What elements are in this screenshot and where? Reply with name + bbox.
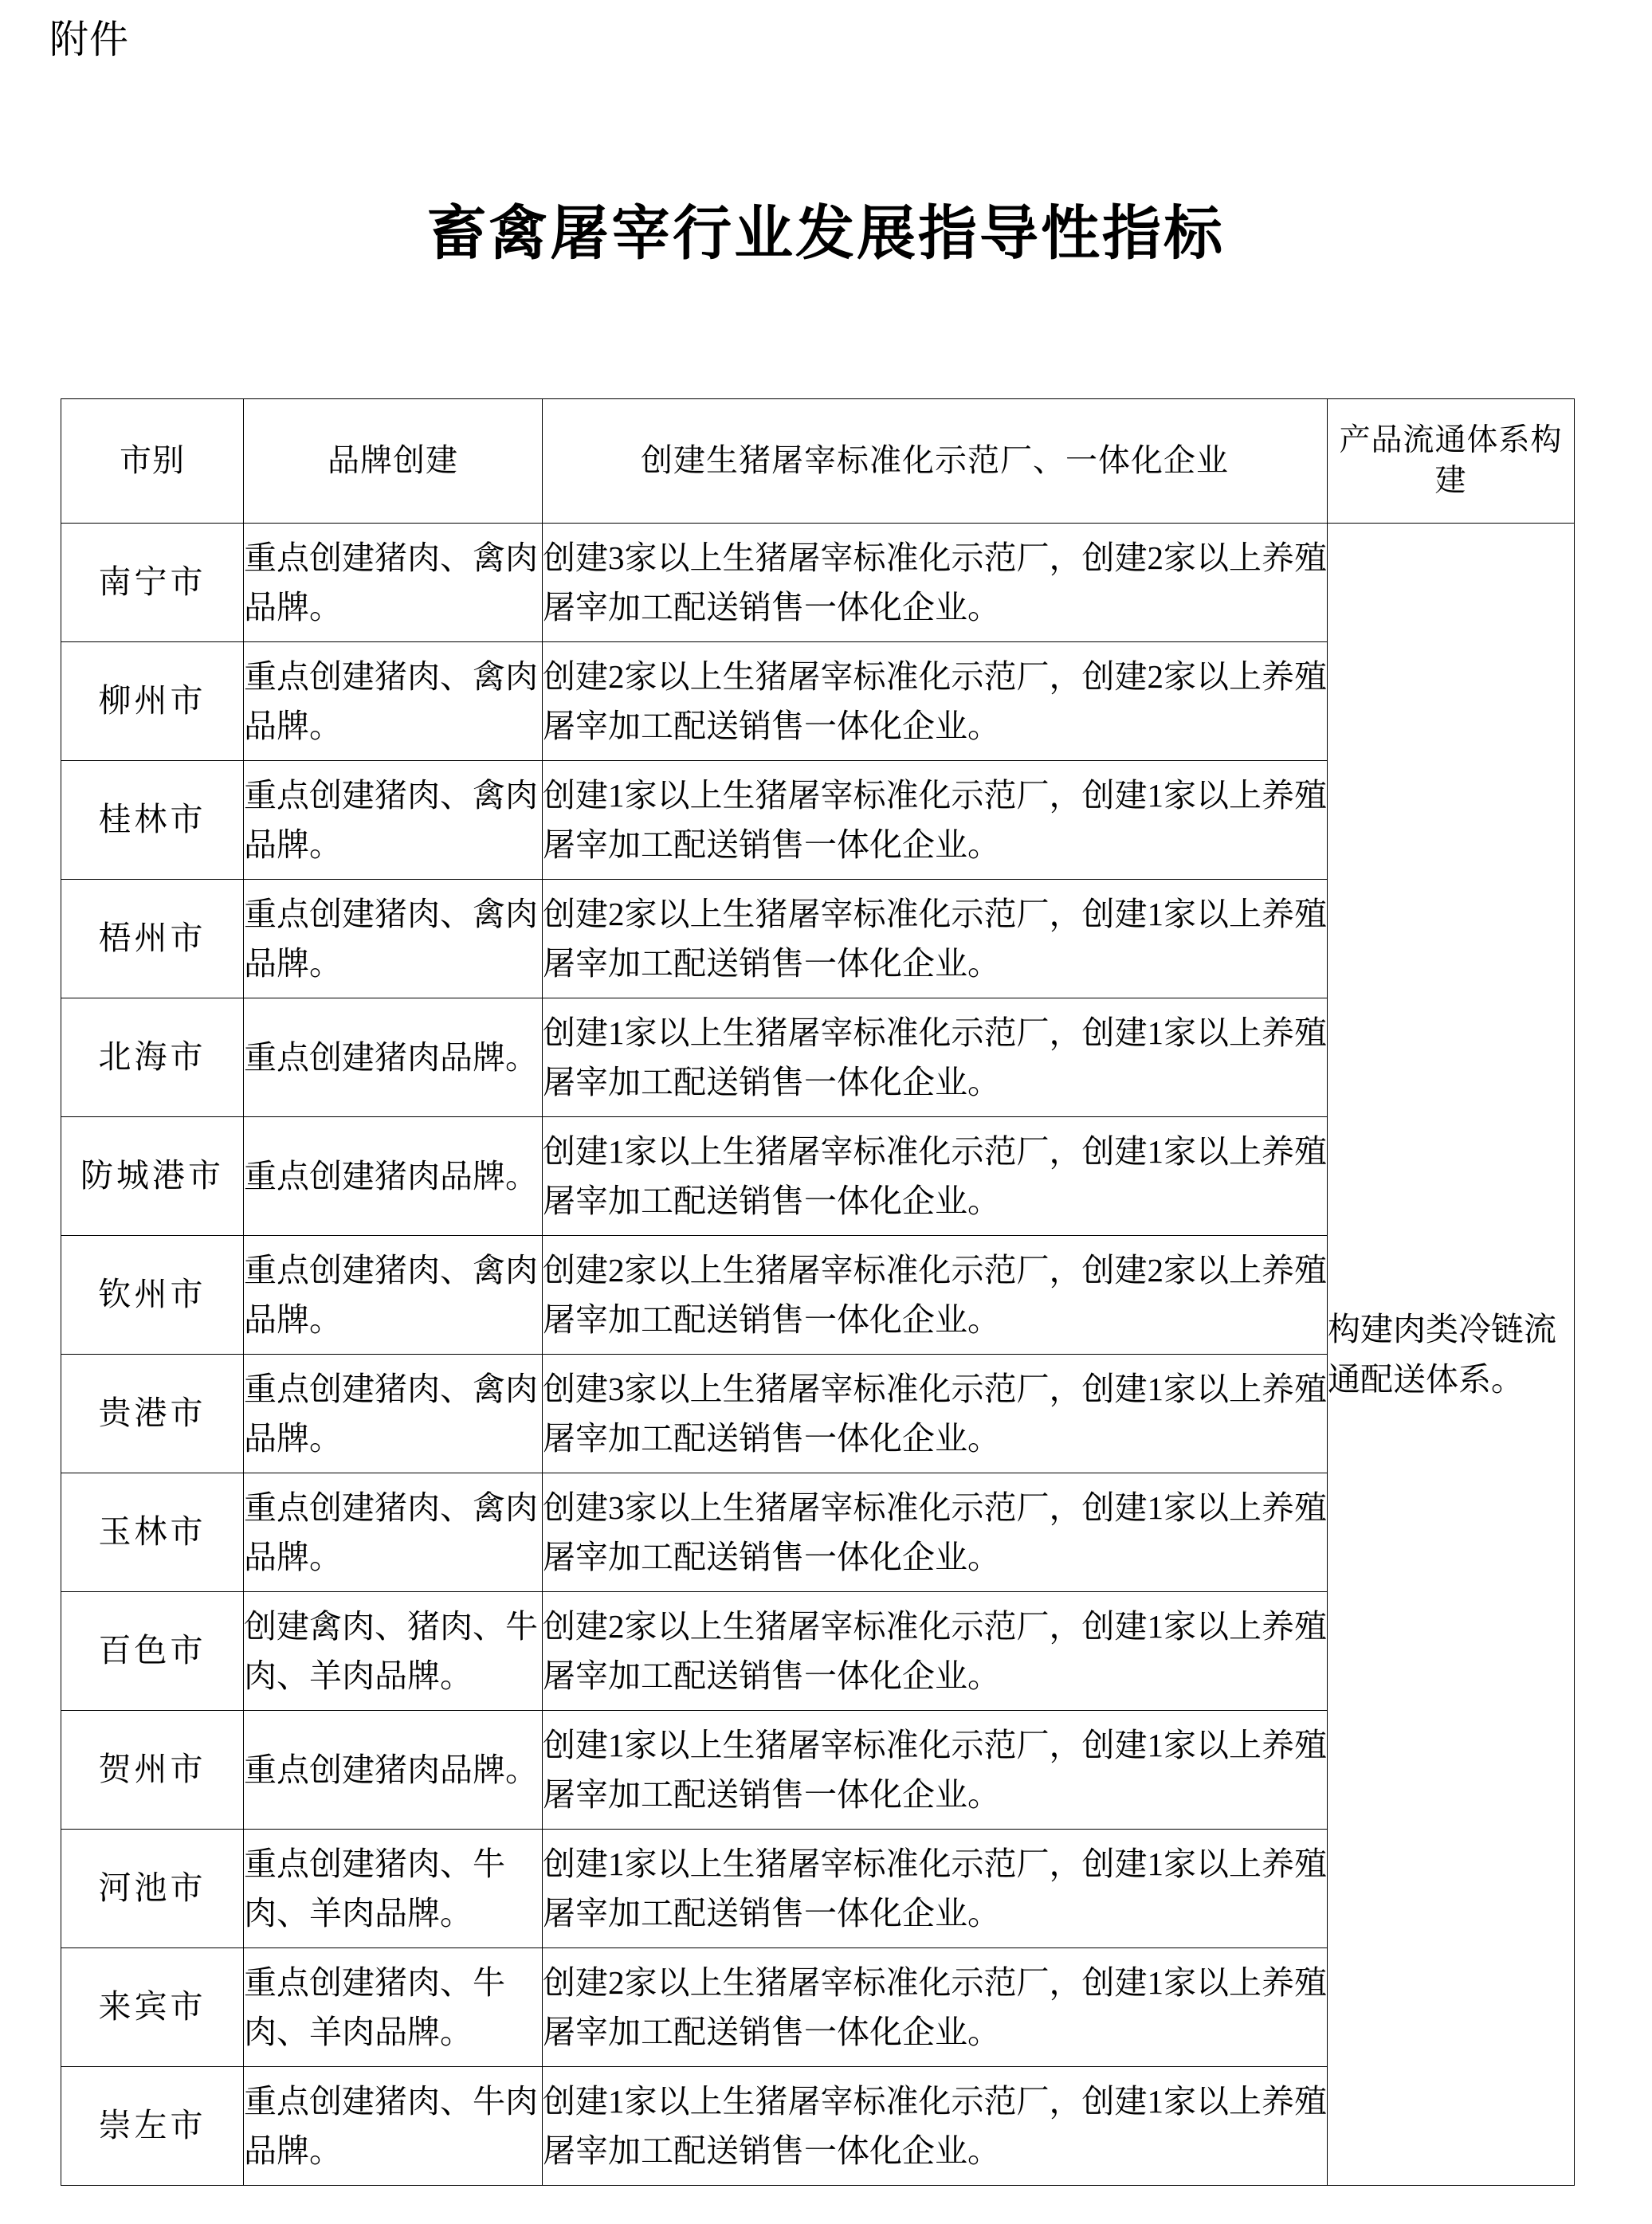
- cell-demo-plant-targets: 创建3家以上生猪屠宰标准化示范厂，创建2家以上养殖屠宰加工配送销售一体化企业。: [543, 524, 1328, 642]
- indicator-table: [61, 398, 1575, 2186]
- cell-demo-plant-targets: 创建1家以上生猪屠宰标准化示范厂，创建1家以上养殖屠宰加工配送销售一体化企业。: [543, 998, 1328, 1117]
- cell-demo-plant-targets: 创建1家以上生猪屠宰标准化示范厂，创建1家以上养殖屠宰加工配送销售一体化企业。: [543, 1117, 1328, 1236]
- column-header-city: 市别: [61, 399, 244, 524]
- cell-city: 桂林市: [61, 761, 244, 880]
- cell-brand-creation: 重点创建猪肉、牛肉、羊肉品牌。: [244, 1830, 543, 1948]
- cell-brand-creation: 重点创建猪肉、禽肉品牌。: [244, 880, 543, 998]
- column-header-distribution: 产品流通体系构建: [1328, 399, 1575, 524]
- cell-demo-plant-targets: 创建1家以上生猪屠宰标准化示范厂，创建1家以上养殖屠宰加工配送销售一体化企业。: [543, 1711, 1328, 1830]
- cell-city: 钦州市: [61, 1236, 244, 1355]
- cell-brand-creation: 重点创建猪肉、禽肉品牌。: [244, 1473, 543, 1592]
- cell-distribution-system: 构建肉类冷链流通配送体系。: [1328, 524, 1575, 2186]
- cell-demo-plant-targets: 创建2家以上生猪屠宰标准化示范厂，创建1家以上养殖屠宰加工配送销售一体化企业。: [543, 880, 1328, 998]
- cell-brand-creation: 创建禽肉、猪肉、牛肉、羊肉品牌。: [244, 1592, 543, 1711]
- column-header-brand: 品牌创建: [244, 399, 543, 524]
- cell-city: 贵港市: [61, 1355, 244, 1473]
- cell-demo-plant-targets: 创建2家以上生猪屠宰标准化示范厂，创建1家以上养殖屠宰加工配送销售一体化企业。: [543, 1592, 1328, 1711]
- cell-brand-creation: 重点创建猪肉品牌。: [244, 1711, 543, 1830]
- cell-brand-creation: 重点创建猪肉、禽肉品牌。: [244, 642, 543, 761]
- cell-demo-plant-targets: 创建3家以上生猪屠宰标准化示范厂，创建1家以上养殖屠宰加工配送销售一体化企业。: [543, 1355, 1328, 1473]
- cell-city: 玉林市: [61, 1473, 244, 1592]
- table-row: [61, 524, 1575, 642]
- cell-city: 河池市: [61, 1830, 244, 1948]
- cell-demo-plant-targets: 创建1家以上生猪屠宰标准化示范厂，创建1家以上养殖屠宰加工配送销售一体化企业。: [543, 2067, 1328, 2186]
- cell-demo-plant-targets: 创建2家以上生猪屠宰标准化示范厂，创建1家以上养殖屠宰加工配送销售一体化企业。: [543, 1948, 1328, 2067]
- cell-city: 贺州市: [61, 1711, 244, 1830]
- cell-city: 梧州市: [61, 880, 244, 998]
- cell-demo-plant-targets: 创建1家以上生猪屠宰标准化示范厂，创建1家以上养殖屠宰加工配送销售一体化企业。: [543, 1830, 1328, 1948]
- cell-brand-creation: 重点创建猪肉品牌。: [244, 1117, 543, 1236]
- table-header: [61, 399, 1575, 524]
- cell-city: 来宾市: [61, 1948, 244, 2067]
- table-header-row: [61, 399, 1575, 524]
- cell-brand-creation: 重点创建猪肉、禽肉品牌。: [244, 1355, 543, 1473]
- cell-city: 防城港市: [61, 1117, 244, 1236]
- cell-demo-plant-targets: 创建3家以上生猪屠宰标准化示范厂，创建1家以上养殖屠宰加工配送销售一体化企业。: [543, 1473, 1328, 1592]
- cell-brand-creation: 重点创建猪肉、牛肉品牌。: [244, 2067, 543, 2186]
- cell-brand-creation: 重点创建猪肉、禽肉品牌。: [244, 761, 543, 880]
- cell-city: 崇左市: [61, 2067, 244, 2186]
- cell-demo-plant-targets: 创建1家以上生猪屠宰标准化示范厂，创建1家以上养殖屠宰加工配送销售一体化企业。: [543, 761, 1328, 880]
- page-title: 畜禽屠宰行业发展指导性指标: [427, 202, 1225, 267]
- cell-city: 南宁市: [61, 524, 244, 642]
- cell-brand-creation: 重点创建猪肉、牛肉、羊肉品牌。: [244, 1948, 543, 2067]
- cell-brand-creation: 重点创建猪肉品牌。: [244, 998, 543, 1117]
- cell-demo-plant-targets: 创建2家以上生猪屠宰标准化示范厂，创建2家以上养殖屠宰加工配送销售一体化企业。: [543, 642, 1328, 761]
- cell-brand-creation: 重点创建猪肉、禽肉品牌。: [244, 524, 543, 642]
- cell-city: 柳州市: [61, 642, 244, 761]
- table-body: [61, 524, 1575, 2186]
- cell-demo-plant-targets: 创建2家以上生猪屠宰标准化示范厂，创建2家以上养殖屠宰加工配送销售一体化企业。: [543, 1236, 1328, 1355]
- cell-brand-creation: 重点创建猪肉、禽肉品牌。: [244, 1236, 543, 1355]
- attachment-label: 附件: [49, 18, 130, 61]
- cell-city: 百色市: [61, 1592, 244, 1711]
- column-header-plant: 创建生猪屠宰标准化示范厂、一体化企业: [543, 399, 1328, 524]
- cell-city: 北海市: [61, 998, 244, 1117]
